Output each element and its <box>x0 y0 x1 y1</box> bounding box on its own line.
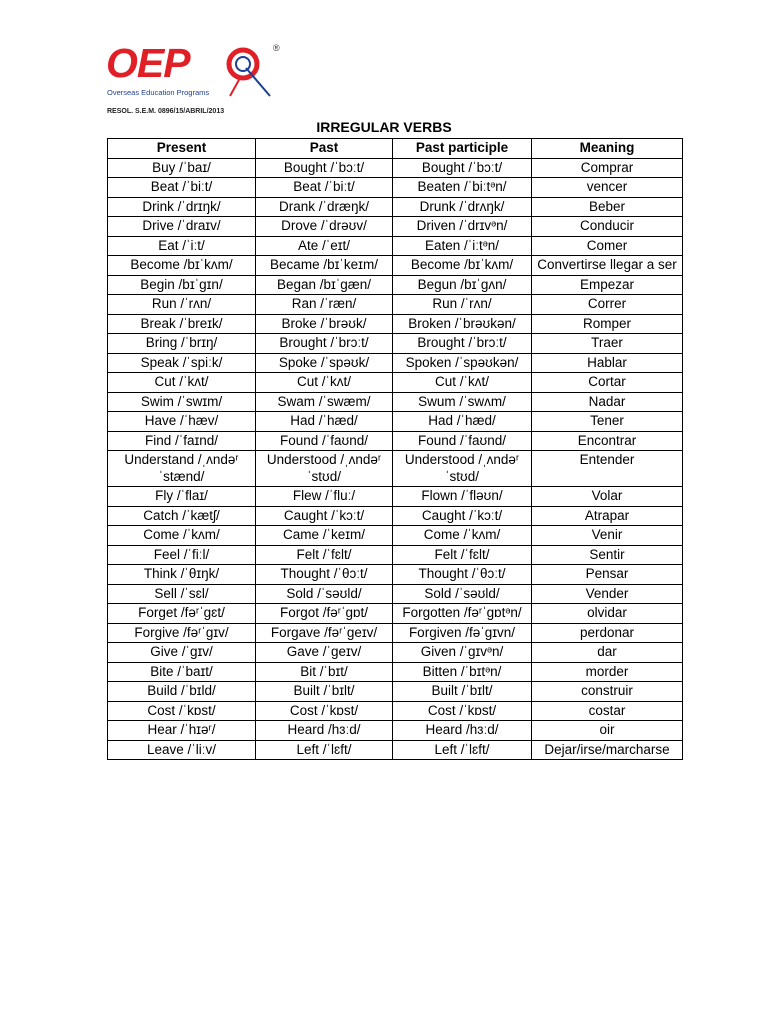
table-row <box>108 623 683 643</box>
table-row <box>108 506 683 526</box>
past-cell: Gave /ˈgeɪv/ <box>256 643 393 663</box>
past-cell: Flew /ˈfluː/ <box>256 487 393 507</box>
page-title: IRREGULAR VERBS <box>316 119 452 135</box>
table-row <box>108 701 683 721</box>
past-participle-cell: Given /ˈgɪvᵊn/ <box>393 643 532 663</box>
past-cell: Bit /ˈbɪt/ <box>256 662 393 682</box>
logo-letters: OEP <box>106 40 190 86</box>
past-participle-cell: Found /ˈfaʊnd/ <box>393 431 532 451</box>
past-cell: Understood /ˌʌndəʳˈstʊd/ <box>256 451 393 487</box>
table-header-row <box>108 139 683 159</box>
past-participle-cell: Run /ˈrʌn/ <box>393 295 532 315</box>
past-cell: Built /ˈbɪlt/ <box>256 682 393 702</box>
meaning-cell: Sentir <box>532 545 683 565</box>
present-cell: Begin /bɪˈgɪn/ <box>108 275 256 295</box>
meaning-cell: Pensar <box>532 565 683 585</box>
table-row <box>108 740 683 760</box>
present-cell: Give /ˈgɪv/ <box>108 643 256 663</box>
meaning-cell: Cortar <box>532 373 683 393</box>
past-participle-cell: Come /ˈkʌm/ <box>393 526 532 546</box>
present-cell: Forget /fəʳˈgɛt/ <box>108 604 256 624</box>
present-cell: Bite /ˈbaɪt/ <box>108 662 256 682</box>
present-cell: Build /ˈbɪld/ <box>108 682 256 702</box>
meaning-cell: Comer <box>532 236 683 256</box>
table-row <box>108 334 683 354</box>
meaning-cell: Convertirse llegar a ser <box>532 256 683 276</box>
meaning-cell: Romper <box>532 314 683 334</box>
past-cell: Broke /ˈbrəʊk/ <box>256 314 393 334</box>
past-cell: Left /ˈlɛft/ <box>256 740 393 760</box>
past-cell: Ate /ˈeɪt/ <box>256 236 393 256</box>
table-row <box>108 662 683 682</box>
past-participle-cell: Forgiven /fəˈgɪvn/ <box>393 623 532 643</box>
past-participle-cell: Left /ˈlɛft/ <box>393 740 532 760</box>
table-row <box>108 565 683 585</box>
meaning-cell: Encontrar <box>532 431 683 451</box>
meaning-cell: Vender <box>532 584 683 604</box>
resolution-code: RESOL. S.E.M. 0896/15/ABRIL/2013 <box>107 108 225 115</box>
present-cell: Speak /ˈspiːk/ <box>108 353 256 373</box>
meaning-cell: morder <box>532 662 683 682</box>
meaning-cell: dar <box>532 643 683 663</box>
past-participle-cell: Become /bɪˈkʌm/ <box>393 256 532 276</box>
present-cell: Think /ˈθɪŋk/ <box>108 565 256 585</box>
table-row <box>108 604 683 624</box>
meaning-cell: Volar <box>532 487 683 507</box>
past-participle-cell: Eaten /ˈiːtᵊn/ <box>393 236 532 256</box>
table-row <box>108 373 683 393</box>
past-cell: Became /bɪˈkeɪm/ <box>256 256 393 276</box>
meaning-cell: Atrapar <box>532 506 683 526</box>
past-participle-cell: Cost /ˈkɒst/ <box>393 701 532 721</box>
past-participle-cell: Bitten /ˈbɪtᵊn/ <box>393 662 532 682</box>
past-cell: Swam /ˈswæm/ <box>256 392 393 412</box>
meaning-cell: Tener <box>532 412 683 432</box>
past-cell: Bought /ˈbɔːt/ <box>256 158 393 178</box>
present-cell: Understand /ˌʌndəʳˈstænd/ <box>108 451 256 487</box>
table-row <box>108 526 683 546</box>
meaning-cell: Empezar <box>532 275 683 295</box>
meaning-cell: Correr <box>532 295 683 315</box>
past-cell: Drank /ˈdræŋk/ <box>256 197 393 217</box>
table-row <box>108 584 683 604</box>
meaning-cell: oir <box>532 721 683 741</box>
table-row <box>108 158 683 178</box>
past-cell: Had /ˈhæd/ <box>256 412 393 432</box>
present-cell: Bring /ˈbrɪŋ/ <box>108 334 256 354</box>
table-row <box>108 545 683 565</box>
past-participle-cell: Built /ˈbɪlt/ <box>393 682 532 702</box>
present-cell: Feel /ˈfiːl/ <box>108 545 256 565</box>
past-cell: Drove /ˈdrəʊv/ <box>256 217 393 237</box>
logo-tagline: Overseas Education Programs <box>107 88 210 97</box>
table-row <box>108 217 683 237</box>
table-row <box>108 314 683 334</box>
meaning-cell: costar <box>532 701 683 721</box>
past-participle-cell: Broken /ˈbrəʊkən/ <box>393 314 532 334</box>
past-cell: Forgave /fəʳˈgeɪv/ <box>256 623 393 643</box>
past-participle-cell: Driven /ˈdrɪvᵊn/ <box>393 217 532 237</box>
meaning-cell: Nadar <box>532 392 683 412</box>
present-cell: Swim /ˈswɪm/ <box>108 392 256 412</box>
past-cell: Found /ˈfaʊnd/ <box>256 431 393 451</box>
meaning-cell: Hablar <box>532 353 683 373</box>
past-participle-cell: Thought /ˈθɔːt/ <box>393 565 532 585</box>
column-header-past-participle: Past participle <box>393 139 532 159</box>
present-cell: Have /ˈhæv/ <box>108 412 256 432</box>
present-cell: Cost /ˈkɒst/ <box>108 701 256 721</box>
table-row <box>108 487 683 507</box>
past-participle-cell: Swum /ˈswʌm/ <box>393 392 532 412</box>
present-cell: Sell /ˈsɛl/ <box>108 584 256 604</box>
past-participle-cell: Had /ˈhæd/ <box>393 412 532 432</box>
past-participle-cell: Beaten /ˈbiːtᵊn/ <box>393 178 532 198</box>
table-row <box>108 178 683 198</box>
meaning-cell: Conducir <box>532 217 683 237</box>
past-cell: Ran /ˈræn/ <box>256 295 393 315</box>
present-cell: Catch /ˈkætʃ/ <box>108 506 256 526</box>
past-cell: Beat /ˈbiːt/ <box>256 178 393 198</box>
table-row <box>108 392 683 412</box>
present-cell: Beat /ˈbiːt/ <box>108 178 256 198</box>
past-cell: Spoke /ˈspəʊk/ <box>256 353 393 373</box>
past-cell: Cost /ˈkɒst/ <box>256 701 393 721</box>
meaning-cell: Traer <box>532 334 683 354</box>
meaning-cell: Comprar <box>532 158 683 178</box>
table-row <box>108 295 683 315</box>
past-participle-cell: Drunk /ˈdrʌŋk/ <box>393 197 532 217</box>
past-cell: Thought /ˈθɔːt/ <box>256 565 393 585</box>
past-participle-cell: Caught /ˈkɔːt/ <box>393 506 532 526</box>
meaning-cell: Venir <box>532 526 683 546</box>
column-header-present: Present <box>108 139 256 159</box>
table-row <box>108 353 683 373</box>
present-cell: Fly /ˈflaɪ/ <box>108 487 256 507</box>
column-header-meaning: Meaning <box>532 139 683 159</box>
past-cell: Caught /ˈkɔːt/ <box>256 506 393 526</box>
table-row <box>108 643 683 663</box>
meaning-cell: olvidar <box>532 604 683 624</box>
table-row <box>108 721 683 741</box>
present-cell: Leave /ˈliːv/ <box>108 740 256 760</box>
present-cell: Drink /ˈdrɪŋk/ <box>108 197 256 217</box>
present-cell: Run /ˈrʌn/ <box>108 295 256 315</box>
past-participle-cell: Flown /ˈfləʊn/ <box>393 487 532 507</box>
table-row <box>108 256 683 276</box>
past-cell: Sold /ˈsəʊld/ <box>256 584 393 604</box>
table-row <box>108 275 683 295</box>
present-cell: Buy /ˈbaɪ/ <box>108 158 256 178</box>
meaning-cell: perdonar <box>532 623 683 643</box>
table-row <box>108 197 683 217</box>
present-cell: Forgive /fəʳˈgɪv/ <box>108 623 256 643</box>
meaning-cell: Dejar/irse/marcharse <box>532 740 683 760</box>
present-cell: Break /ˈbreɪk/ <box>108 314 256 334</box>
past-cell: Forgot /fəʳˈgɒt/ <box>256 604 393 624</box>
present-cell: Find /ˈfaɪnd/ <box>108 431 256 451</box>
past-participle-cell: Cut /ˈkʌt/ <box>393 373 532 393</box>
table-row <box>108 451 683 487</box>
past-participle-cell: Begun /bɪˈgʌn/ <box>393 275 532 295</box>
present-cell: Become /bɪˈkʌm/ <box>108 256 256 276</box>
present-cell: Cut /ˈkʌt/ <box>108 373 256 393</box>
table-row <box>108 682 683 702</box>
table-row <box>108 412 683 432</box>
present-cell: Drive /ˈdraɪv/ <box>108 217 256 237</box>
column-header-past: Past <box>256 139 393 159</box>
past-cell: Felt /ˈfɛlt/ <box>256 545 393 565</box>
past-cell: Began /bɪˈgæn/ <box>256 275 393 295</box>
past-participle-cell: Spoken /ˈspəʊkən/ <box>393 353 532 373</box>
past-participle-cell: Forgotten /fəʳˈgɒtᵊn/ <box>393 604 532 624</box>
meaning-cell: construir <box>532 682 683 702</box>
meaning-cell: Beber <box>532 197 683 217</box>
table-row <box>108 431 683 451</box>
past-participle-cell: Bought /ˈbɔːt/ <box>393 158 532 178</box>
table-body <box>108 158 683 760</box>
present-cell: Hear /ˈhɪəʳ/ <box>108 721 256 741</box>
past-participle-cell: Heard /hɜːd/ <box>393 721 532 741</box>
present-cell: Come /ˈkʌm/ <box>108 526 256 546</box>
past-participle-cell: Understood /ˌʌndəʳˈstʊd/ <box>393 451 532 487</box>
meaning-cell: vencer <box>532 178 683 198</box>
past-participle-cell: Felt /ˈfɛlt/ <box>393 545 532 565</box>
past-cell: Cut /ˈkʌt/ <box>256 373 393 393</box>
present-cell: Eat /ˈiːt/ <box>108 236 256 256</box>
registered-mark: ® <box>273 43 280 53</box>
past-cell: Heard /hɜːd/ <box>256 721 393 741</box>
past-participle-cell: Sold /ˈsəʊld/ <box>393 584 532 604</box>
past-participle-cell: Brought /ˈbrɔːt/ <box>393 334 532 354</box>
past-cell: Came /ˈkeɪm/ <box>256 526 393 546</box>
meaning-cell: Entender <box>532 451 683 487</box>
table-row <box>108 236 683 256</box>
irregular-verbs-table <box>107 138 683 760</box>
past-cell: Brought /ˈbrɔːt/ <box>256 334 393 354</box>
